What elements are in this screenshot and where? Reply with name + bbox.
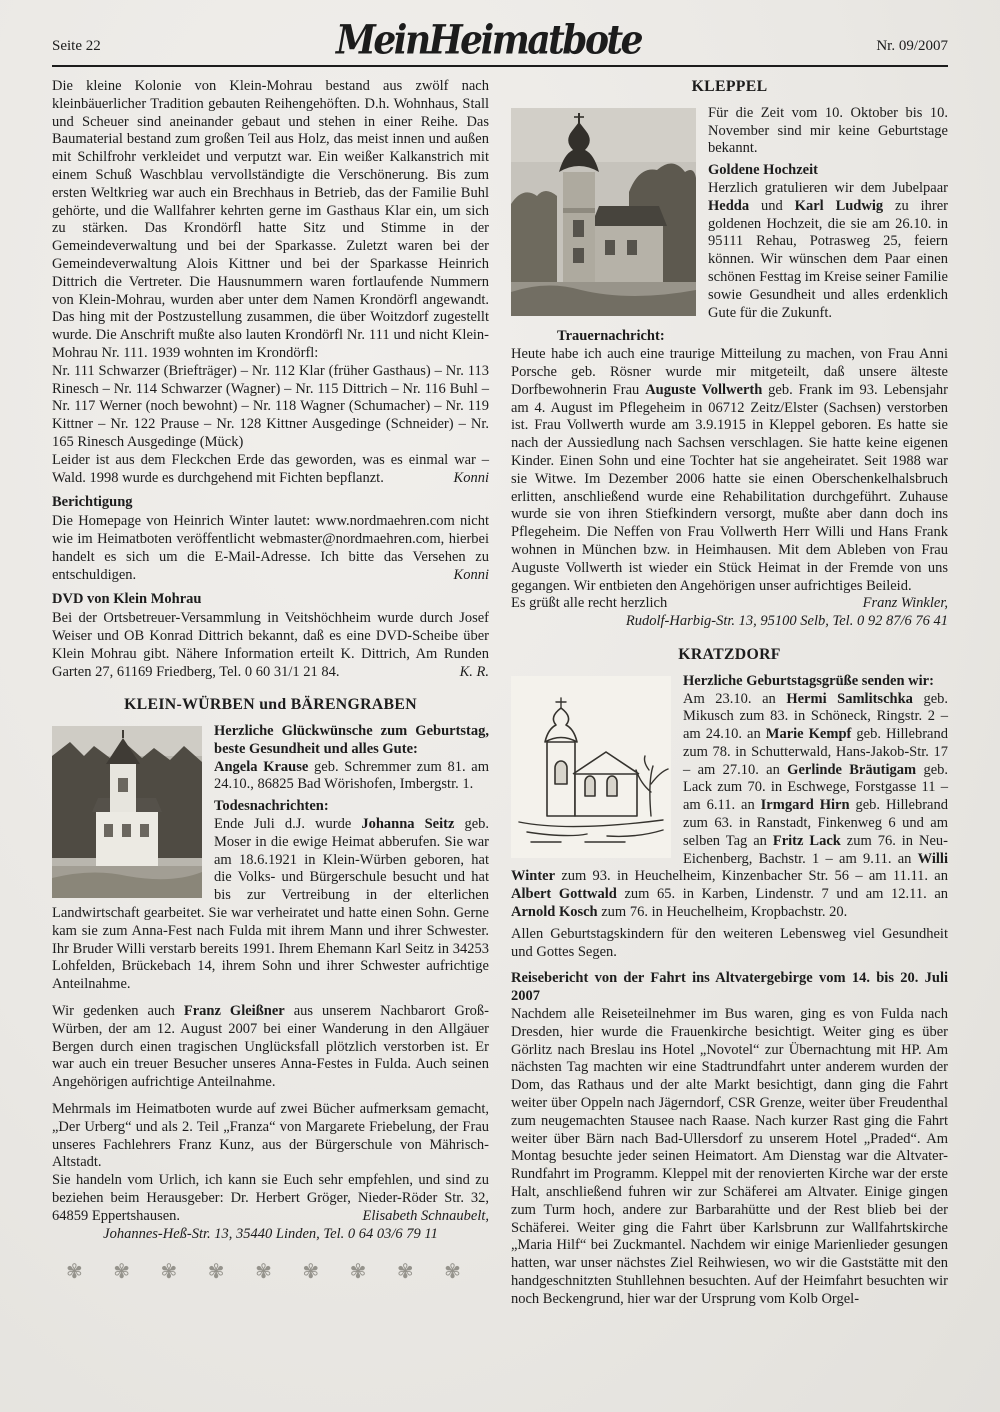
heading-geburtstagsgruesse: Herzliche Geburtstagsgrüße senden wir: — [683, 672, 934, 689]
kleppel-church-photo — [511, 108, 696, 316]
flower-icon: ✾ — [349, 1259, 367, 1284]
paragraph-trauernachricht: Heute habe ich auch eine traurige Mitteilung zu machen, von Frau Anni Porsche geb. Rösner wurde mir mitgeteilt, daß unsere älteste Dorfbewohnerin Frau Auguste Vollwerth geb. Frank im 93. Lebensjahr am 4. August im Pflegeheim in 06712 Zeitz/Elster (Sachsen) verstorben ist. Frau Vollwerth wurde am 3.9.1915 in Kleppel geboren. Es hatte sie nach der Aussiedlung nach Sachsen verschlagen. Sie hatte keine eigenen Kinder. Einen Sohn und eine Tochter hat sie angeheiratet. Seit 1988 war sie Witwe. Im Dezember 2006 hatte sie einen Oberschenkelhalsbruch erlitten, anschließend wurde eine Rehabilitation durchgeführt. Zuhause wurde sie von ihren Stiefkindern versorgt, mußte aber dann doch ins Pflegeheim. Die Neffen von Frau Vollwerth Herr Willi und Hans Frank wohnen in München bzw. in Heimhausen. Mit dem Ableben von Frau Auguste Vollwerth ist wieder ein Stück Heimat in der Fremde von uns gegangen. Wir entbieten den Angehörigen unser aufrichtiges Beileid. — [511, 346, 948, 594]
flower-icon: ✾ — [66, 1259, 83, 1284]
heading-klein-wuerben-baerengraben: KLEIN-WÜRBEN und BÄRENGRABEN — [124, 696, 417, 714]
paragraph-kw-birthday: Angela Krause geb. Schremmer zum 81. am 24.10., 86825 Bad Wörishofen, Imbergstr. 1. — [214, 758, 490, 793]
heading-todesnachrichten: Todesnachrichten: — [214, 798, 329, 815]
flower-icon: ✾ — [255, 1259, 272, 1284]
heading-trauernachricht: Trauernachricht: — [557, 328, 665, 345]
signature-konni-1: Konni — [453, 469, 489, 486]
heading-reisebericht: Reisebericht von der Fahrt ins Altvatergebirge vom 14. bis 20. Juli 2007 — [511, 970, 948, 1005]
church-illustration — [511, 108, 696, 316]
paragraph-kleppel-intro: Für die Zeit vom 10. Oktober bis 10. November sind mir keine Geburtstage bekannt. — [708, 104, 948, 157]
signature-kr: K. R. — [459, 663, 489, 680]
page-header — [52, 16, 948, 67]
flower-icon: ✾ — [113, 1259, 131, 1284]
signature-schnaubelt: Elisabeth Schnaubelt, — [362, 1207, 489, 1224]
paragraph-krondoerfl-intro: Die kleine Kolonie von Klein-Mohrau bestand aus zwölf nach kleinbäuerlicher Tradition gebauten Reihengehöften. D.h. Wohnhaus, Stall und Scheuer sind aneinander gebaut und stehen in einer Reihe. Das Baumaterial bestand zum großen Teil aus Holz, das meist innen und außen mit Schilfrohr verkleidet und verputzt war. Ein weißer Kalkanstrich mit einem Schuß Waschblau vervollständigte die Verschönerung. Bis zum ersten Weltkrieg war auch ein Brechhaus in Betrieb, das der Familie Buhl gehörte, und die Wallfahrer kehrten gerne im Gasthaus Klar ein, um sich zu stärken. Das Krondörfl hatte Sitz und Stimme in der Gemeindeverwaltung und bei der Sparkasse. Zuletzt waren bei der Gemeindeverwaltung Alois Kittner und bei der Sparkasse Heinrich Dittrich die Vertreter. Die Hausnummern waren fortlaufende Nummern von Klein-Mohrau, wurden aber unter dem Namen Krondörfl angewandt. Das hing mit der Postzustellung zusammen, die über Woitzdorf zugestellt wurde. Die Anschrift mußte also lauten Krondörfl Nr. 111 und nicht Klein-Mohrau Nr. 111. 1939 wohnten im Krondörfl: — [52, 78, 489, 361]
heading-kw-glueckwuensche: Herzliche Glückwünsche zum Geburtstag, beste Gesundheit und alles Gute: — [214, 723, 489, 757]
paragraph-bezugsquelle — [52, 1172, 489, 1225]
paragraph-buecher: Mehrmals im Heimatboten wurde auf zwei Bücher aufmerksam gemacht, „Der Urberg“ und als 2. Teil „Franza“ von Margarete Friebelung, der Frau unseres Fachlehrers Franz Kunz, aus der Bürgerschule von Mährisch-Altstadt. — [52, 1101, 489, 1171]
paragraph-residents-list: Nr. 111 Schwarzer (Briefträger) – Nr. 112 Klar (früher Gasthaus) – Nr. 113 Rinesch – Nr. 114 Schwarzer (Wagner) – Nr. 115 Dittrich – Nr. 116 Buhl – Nr. 117 Werner (noch bewohnt) – Nr. 118 Wagner (Schumacher) – Nr. 119 Kittner – Nr. 122 Prause – Nr. 128 Kittner Ausgedinge (Schneider) – Nr. 165 Rinesch Ausgedinge (Mück) — [52, 362, 489, 450]
flower-icon: ✾ — [207, 1259, 225, 1284]
dvd-text: Bei der Ortsbetreuer-Versammlung in Veitshöchheim wurde durch Josef Weiser und OB Konrad Dittrich bekannt, daß es eine DVD-Scheibe über Klein Mohrau gibt. Nähere Information erteilt K. Dittrich, Am Runden Garten 27, 61169 Friedberg, Tel. 0 60 31/1 21 84. — [52, 610, 489, 680]
heading-dvd-klein-mohrau: DVD von Klein Mohrau — [52, 591, 202, 608]
paragraph-geburtstagswunsch: Allen Geburtstagskindern für den weiteren Lebensweg viel Gesundheit und Gottes Segen. — [511, 925, 948, 960]
paragraph-geburtstagsliste: Am 23.10. an Hermi Samlitschka geb. Mikusch zum 83. in Schöneck, Ringstr. 2 – am 24.10. an Marie Kempf geb. Hillebrand zum 78. in Schutterwald, Hans-Jakob-Str. 17 – am 27.10. an Gerlinde Bräutigam geb. Lack zum 70. in Eschwege, Forstgasse 11 – am 6.11. an Irmgard Hirn geb. Hillebrand zum 63. in Ranstadt, Finkenweg 6 und am selben Tag an Fritz Lack zum 76. in Neu-Eichenberg, Bachstr. 1 – am 9.11. an Willi Winter zum 93. in Heuchelheim, Kinzenbacher Str. 56 – am 11.11. an Albert Gottwald zum 65. in Karben, Lindenstr. 7 und am 12.11. an Arnold Kosch zum 76. in Heuchelheim, Kropbachstr. 20. — [511, 690, 949, 921]
heading-kleppel: KLEPPEL — [691, 78, 768, 95]
flower-icon: ✾ — [396, 1259, 414, 1284]
issue-number: Nr. 09/2007 — [876, 38, 948, 54]
paragraph-goldene-hochzeit: Herzlich gratulieren wir dem Jubelpaar Hedda und Karl Ludwig zu ihrer goldenen Hochzeit, die sie am 26.10. in 95111 Rehau, Potrasweg 25, feiern können. Wir wünschen dem Paar einen schönen Festtag im Kreise seiner Familie sowie Gesundheit und alles erdenklich Gute für die Zukunft. — [708, 179, 949, 321]
flower-icon: ✾ — [444, 1259, 461, 1284]
greeting-text: Es grüßt alle recht herzlich — [511, 595, 668, 612]
signature-winkler: Franz Winkler, — [862, 595, 948, 612]
signature-konni-2: Konni — [453, 566, 489, 583]
church-illustration — [52, 726, 202, 898]
bezug-text: Sie handeln vom Urlich, ich kann sie Euch sehr empfehlen, und sind zu beziehen beim Herausgeber: Dr. Herbert Gröger, Nieder-Röder Str. 32, 64859 Eppertshausen. — [52, 1172, 489, 1224]
signature-schnaubelt-address: Johannes-Heß-Str. 13, 35440 Linden, Tel. 0 64 03/6 79 11 — [103, 1225, 438, 1242]
paragraph-johanna-seitz: Ende Juli d.J. wurde Johanna Seitz geb. Moser in die ewige Heimat abberufen. Sie war am 18.6.1921 in Klein-Würben geboren, hat die Volks- und Bürgerschule besucht und hat bis zur Vertreibung in der elterlichen Landwirtschaft gearbeitet. Sie war verheiratet und hatte einen Sohn. Gerne kam sie zum Anna-Fest nach Fulda mit ihrem Mann und ihrer Schwester. Ihr Bruder Willi verstarb bereits 1991. Ihrem Ehemann Karl Seitz in 34253 Lohfelden, Brückebach 14, ihrem Sohn und ihrer Schwester aufrichtige Anteilnahme. — [52, 816, 490, 993]
paragraph-leider — [52, 452, 489, 488]
kratzdorf-church-drawing — [511, 676, 671, 858]
heading-goldene-hochzeit: Goldene Hochzeit — [708, 162, 818, 179]
paragraph-berichtigung — [52, 513, 489, 584]
signature-winkler-address: Rudolf-Harbig-Str. 13, 95100 Selb, Tel. 0 92 87/6 76 41 — [625, 613, 948, 630]
page-number: Seite 22 — [52, 38, 101, 54]
paragraph-reisebericht: Nachdem alle Reiseteilnehmer im Bus waren, ging es von Fulda nach Dresden, hier wurde die Frauenkirche besichtigt. Weiter ging es über Görlitz nach Breslau ins Hotel „Novotel“ zur Übernachtung mit HP. Am nächsten Tag machten wir eine Stadtrundfahrt unter anderem wurden der Dom, das Rathaus und der alte Markt besichtigt, dann ging die Fahrt weiter über Oppeln nach Jägerndorf, CSR Grenze, weiter über Freudenthal zum neugemachten Stausee nach Raase. Nach kurzer Rast ging die Fahrt weiter über Bärn nach Bad-Ullersdorf zu unserem Hotel „Praded“. Am Montag besuchte jeder seinen Heimatort. Am Dienstag war die Altvater-Rundfahrt im Programm. Kleppel mit der renovierten Kirche war der erste Halt, anschließend fuhren wir zur Schäferei am Altvater. Einige gingen zum Turm hoch, andere zur Barbarahütte und der Rest blieb bei der Schäferei. Weiter ging die Fahrt über Karlsbrunn zur Wallfahrtskirche „Maria Hilf“ bei Zuckmantel. Nachdem wir einige Marienlieder gesungen hatten, war unser nächstes Ziel Reihwiesen, wo wir die Gaststätte mit den handgeschnitzten Stuhllehnen besuchten. Auf der Heimfahrt besuchten wir noch Beckengrund, hier war der Ursprung vom Kolb Orgel- — [511, 1006, 948, 1307]
berichtigung-text: Die Homepage von Heinrich Winter lautet: www.nordmaehren.com nicht wie im Heimatboten veröffentlicht webmaster@nordmaehren.com, hierbei handelt es sich um die E-Mail-Adresse. Ich bitte das Versehen zu entschuldigen. — [52, 513, 489, 583]
paragraph-dvd — [52, 610, 489, 681]
flower-ornament-row — [66, 1259, 461, 1284]
closing-greeting — [511, 595, 948, 613]
heading-berichtigung: Berichtigung — [52, 494, 133, 511]
flower-icon: ✾ — [302, 1259, 320, 1284]
heading-kratzdorf: KRATZDORF — [678, 645, 781, 663]
flower-icon: ✾ — [160, 1259, 178, 1284]
right-column — [511, 78, 948, 1309]
paragraph-franz-gleissner: Wir gedenken auch Franz Gleißner aus unserem Nachbarort Groß-Würben, der am 12. August 2007 bei einer Wanderung in den Allgäuer Bergen durch einen tragischen Unglücksfall plötzlich verstorben ist. Er war auch ein treuer Besucher unseres Anna-Festes in Fulda. Auch seinen Angehörigen aufrichtige Anteilnahme. — [52, 1003, 489, 1091]
content-columns — [52, 78, 948, 1309]
church-illustration — [511, 676, 671, 858]
leider-text: Leider ist aus dem Fleckchen Erde das geworden, was es einmal war – Wald. 1998 wurde es durchgehend mit Fichten bepflanzt. — [52, 451, 489, 486]
klein-wuerben-church-photo — [52, 726, 202, 898]
left-column — [52, 78, 489, 1309]
masthead-logo: MeinHeimatbote — [336, 16, 642, 64]
